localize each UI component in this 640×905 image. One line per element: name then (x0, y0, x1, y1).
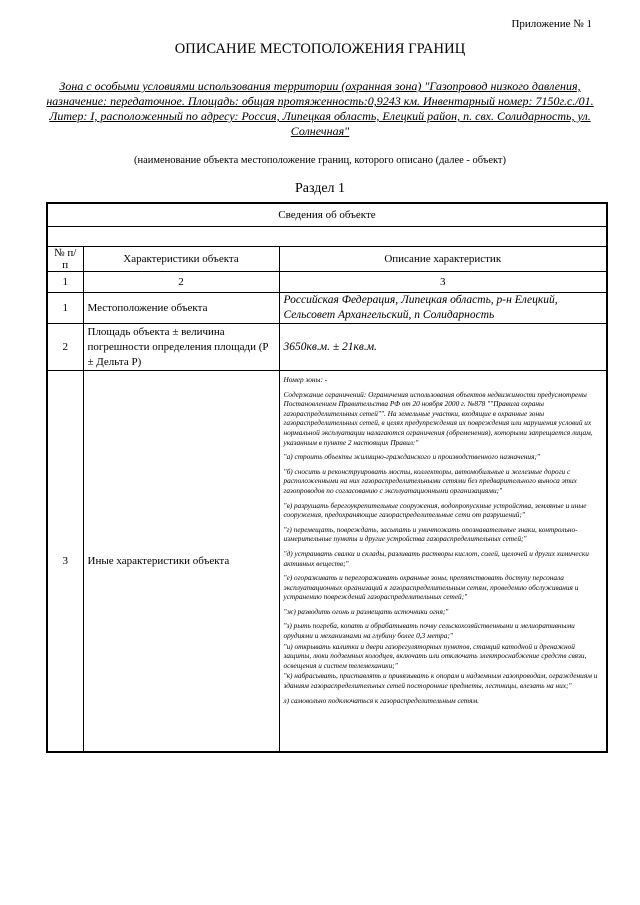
section-title: Раздел 1 (294, 181, 346, 196)
col-header-characteristic: Характеристики объекта (83, 247, 279, 272)
row-num: 1 (47, 293, 83, 324)
restriction-item: "к) набрасывать, приставлять и привязывать к опорам и надземным газопроводам, ограждениям и зданиям газораспределительных сетей посторонние предметы, лестницы, влезать на них;" (283, 671, 598, 691)
table-row (47, 324, 607, 371)
row-value: Российская Федерация, Липецкая область, р-н Елецкий, Сельсовет Архангельский, п Солидарность (279, 293, 607, 324)
row-value: 3650кв.м. ± 21кв.м. (279, 324, 607, 371)
restriction-item: л) самовольно подключаться к газораспределительным сетям. (283, 695, 480, 705)
row-characteristic: Местоположение объекта (83, 293, 279, 324)
restrictions-description (279, 371, 607, 753)
table-heading: Сведения об объекте (47, 203, 607, 227)
zone-number: Номер зоны: - (283, 375, 328, 384)
row-characteristic: Иные характеристики объекта (83, 371, 279, 753)
table-blank-row (47, 227, 607, 247)
appendix-label: Приложение № 1 (511, 18, 592, 30)
restriction-item: "в) разрушать берегоукрепительные сооружения, водопропускные устройства, земляные и иные сооружения, предохраняющие газораспределительные сети от разрушений;" (283, 500, 587, 520)
restriction-item: "д) устраивать свалки и склады, разливать растворы кислот, солей, щелочей и других химически активных веществ;" (283, 548, 589, 568)
restriction-item: "г) перемещать, повреждать, засыпать и уничтожать опознавательные знаки, контрольно-измерительные пункты и другие устройства газораспределительных сетей;" (283, 524, 578, 544)
row-num: 3 (47, 371, 83, 753)
restrictions-intro: Содержание ограничений: Ограничения использования объектов недвижимости предусмотрены Постановлением Правительства РФ от 20 ноября 2000 г. №878 ""Правила охраны газораспределительных сетей"". На земельные участки, входящие в охранные зоны газораспределительных сетей, в целях предупреждения их повреждения или нарушения условий их нормальной эксплуатации налагаются ограничения (обременения), которыми запрещается лицам, указанным в пункте 2 настоящих Правил:" (283, 389, 593, 447)
object-info-table (46, 202, 608, 753)
restriction-item: "ж) разводить огонь и размещать источники огня;" (283, 606, 449, 616)
table-row (47, 371, 607, 753)
restriction-item: "а) строить объекты жилищно-гражданского и производственного назначения;" (283, 452, 540, 462)
col-number-3: 3 (279, 272, 607, 293)
page-title: ОПИСАНИЕ МЕСТОПОЛОЖЕНИЯ ГРАНИЦ (174, 41, 466, 57)
col-number-2: 2 (83, 272, 279, 293)
restriction-item: "з) рыть погреба, копать и обрабатывать почву сельскохозяйственными и мелиоративными орудиями и механизмами на глубину более 0,3 метра;" (283, 621, 575, 641)
zone-description: Зона с особыми условиями использования территории (охранная зона) "Газопровод низкого давления, назначение: передаточное. Площадь: общая протяженность:0,9243 км. Инвентарный номер: 7150г.с./01. Литер: I, расположенный по адресу: Россия, Липецкая область, Елецкий район, п. свх. Солидарность, ул. Солнечная" (46, 79, 594, 138)
col-header-num: № п/п (47, 247, 83, 272)
table-row (47, 293, 607, 324)
col-header-description: Описание характеристик (279, 247, 607, 272)
restriction-item: "б) сносить и реконструировать мосты, коллекторы, автомобильные и железные дороги с расположенными на них газораспределительными сетями без предварительного выноса этих газопроводов по согласованию с эксплуатационными организациями;" (283, 466, 577, 495)
row-characteristic: Площадь объекта ± величина погрешности определения площади (P ± Дельта P) (83, 324, 279, 371)
restriction-item: "и) открывать калитки и двери газорегуляторных пунктов, станций катодной и дренажной защиты, люки подземных колодцев, включать или отключать электроснабжение средств связи, освещения и систем телемеханики;" (283, 641, 587, 670)
row-num: 2 (47, 324, 83, 371)
object-caption: (наименование объекта местоположение границ, которого описано (далее - объект) (133, 155, 507, 166)
restriction-item: "е) огораживать и перегораживать охранные зоны, препятствовать доступу персонала эксплуатационных организаций к газораспределительным сетям, проведению обслуживания и устранению повреждений газораспределительных сетей;" (283, 573, 579, 602)
col-number-1: 1 (47, 272, 83, 293)
